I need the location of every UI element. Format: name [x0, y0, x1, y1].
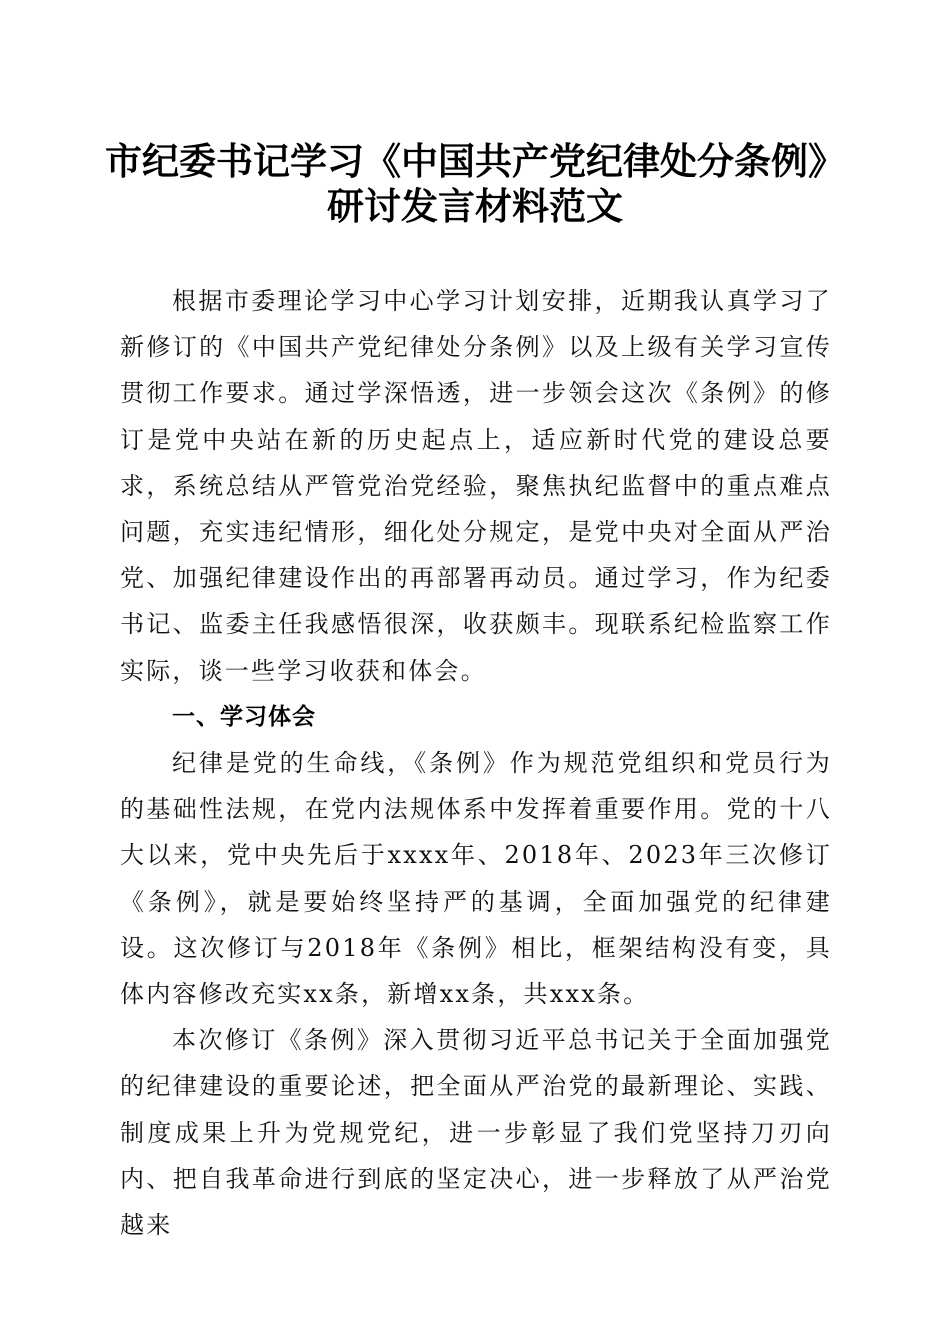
document-title-line-2: 研讨发言材料范文 [327, 184, 623, 228]
document-body [120, 278, 832, 1248]
paragraph-discipline: 纪律是党的生命线，《条例》作为规范党组织和党员行为的基础性法规，在党内法规体系中发挥着重要作用。党的十八大以来，党中央先后于xxxx年、2018年、2023年三次修订《条例》，就是要始终坚持严的基调，全面加强党的纪律建设。这次修订与2018年《条例》相比，框架结构没有变，具体内容修改充实xx条，新增xx条，共xxx条。 [120, 749, 832, 1009]
paragraph-revision: 本次修订《条例》深入贯彻习近平总书记关于全面加强党的纪律建设的重要论述，把全面从严治党的最新理论、实践、制度成果上升为党规党纪，进一步彰显了我们党坚持刀刃向内、把自我革命进行到底的坚定决心，进一步释放了从严治党越来 [120, 1026, 832, 1240]
paragraph-intro: 根据市委理论学习中心学习计划安排，近期我认真学习了新修订的《中国共产党纪律处分条例》以及上级有关学习宣传贯彻工作要求。通过学深悟透，进一步领会这次《条例》的修订是党中央站在新的历史起点上，适应新时代党的建设总要求，系统总结从严管党治党经验，聚焦执纪监督中的重点难点问题，充实违纪情形，细化处分规定，是党中央对全面从严治党、加强纪律建设作出的再部署再动员。通过学习，作为纪委书记、监委主任我感悟很深，收获颇丰。现联系纪检监察工作实际，谈一些学习收获和体会。 [120, 287, 832, 685]
document-title-line-1: 市纪委书记学习《中国共产党纪律处分条例》 [105, 139, 845, 183]
section-heading-study-experience: 一、学习体会 [172, 703, 316, 730]
